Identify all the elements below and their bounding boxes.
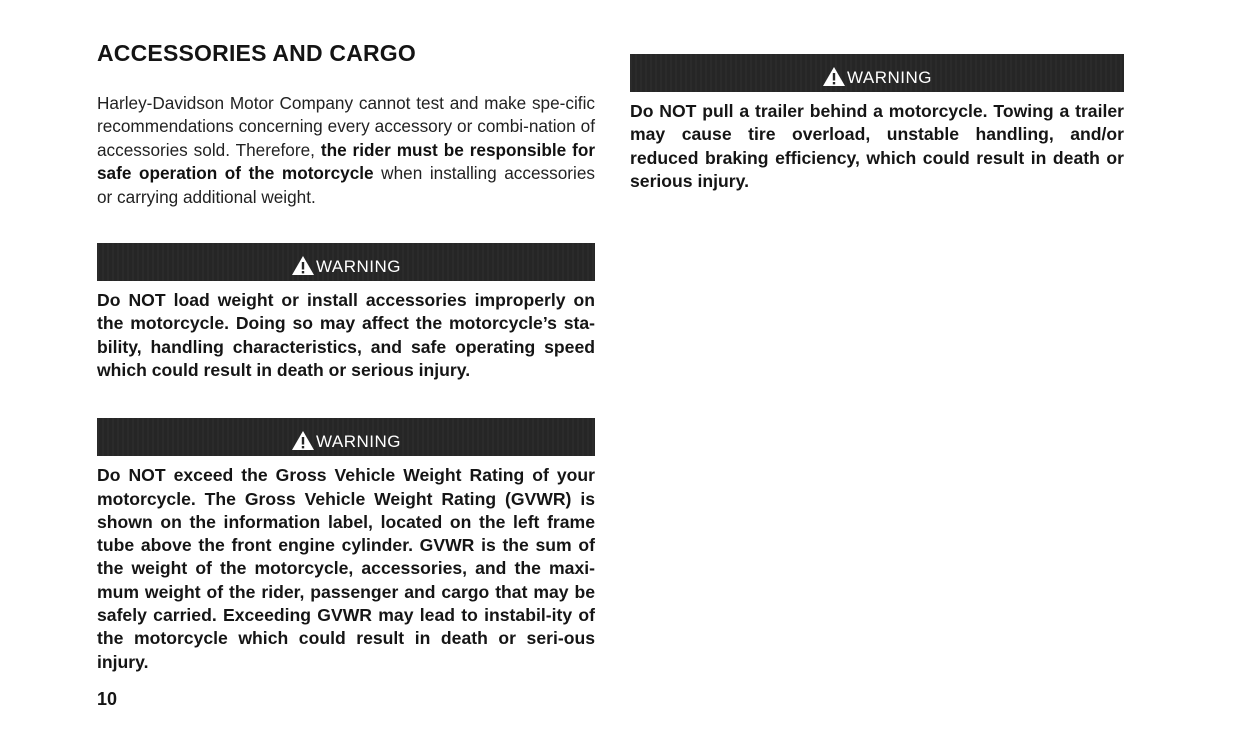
warning-label: WARNING xyxy=(315,432,402,452)
warning-triangle-icon xyxy=(291,430,315,451)
warning-text: Do NOT pull a trailer behind a motorcycle. Towing a trailer may cause tire overload, unstable handling, and/or reduced braking efficiency, which could result in death or serious injury. xyxy=(630,101,1124,191)
warning-text: Do NOT load weight or install accessories improperly on the motorcycle. Doing so may affect the motorcycle’s sta-bility, handling characteristics, and safe operating speed which could result in death or serious injury. xyxy=(97,290,595,380)
warning-banner xyxy=(97,418,595,456)
warning-block-gvwr xyxy=(97,418,595,674)
warning-block-improper-loading xyxy=(97,243,595,382)
warning-triangle-icon xyxy=(291,255,315,276)
warning-block-trailer xyxy=(630,54,1124,193)
left-column xyxy=(97,38,595,674)
warning-label: WARNING xyxy=(315,257,402,277)
page-number: 10 xyxy=(97,689,118,709)
warning-text: Do NOT exceed the Gross Vehicle Weight Rating of your motorcycle. The Gross Vehicle Weight Rating (GVWR) is shown on the information label, located on the left frame tube above the front engine cylinder. GVWR is the sum of the weight of the motorcycle, accessories, and the maxi-mum weight of the rider, passenger and cargo that may be safely carried. Exceeding GVWR may lead to instabil-ity of the motorcycle which could result in death or seri-ous injury. xyxy=(97,465,595,672)
intro-text-start: Harley-Davidson Motor Company cannot test and make spe-cific recommendations concerning every accessory or combi-nation of accessories sold. Therefore, xyxy=(97,93,595,160)
warning-banner xyxy=(630,54,1124,92)
warning-triangle-icon xyxy=(822,66,846,87)
intro-bold-text: the rider must be responsible for safe operation of the motorcycle xyxy=(97,139,596,184)
warning-banner xyxy=(97,243,595,281)
right-column xyxy=(630,54,1124,193)
warning-label: WARNING xyxy=(846,68,933,87)
intro-paragraph xyxy=(97,92,595,209)
intro-text-end: when installing accessories or carrying additional weight. xyxy=(97,163,595,207)
section-title: ACCESSORIES AND CARGO xyxy=(97,40,416,66)
